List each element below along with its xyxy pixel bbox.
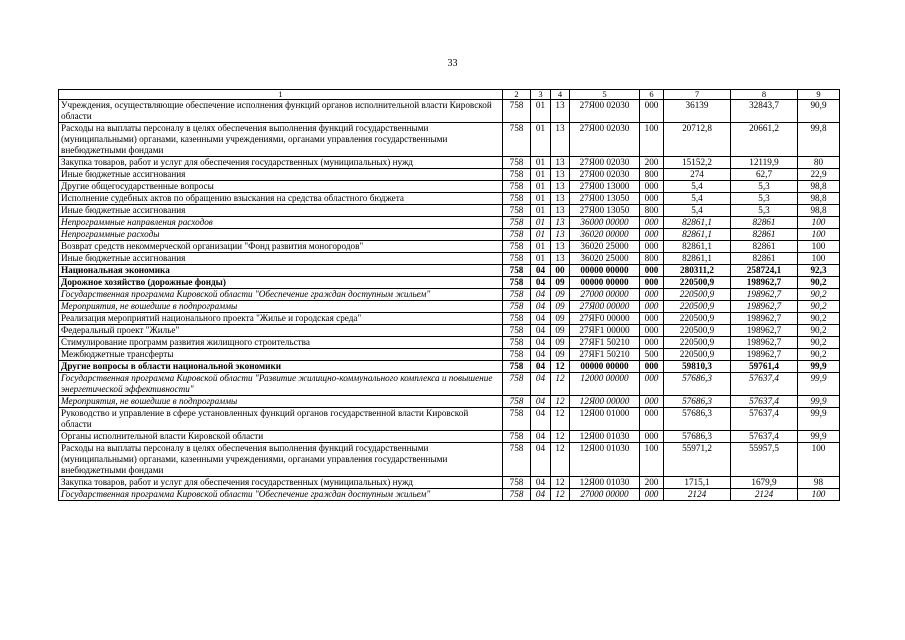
amount-actual: 12119,9 [731, 157, 798, 169]
code-expense-type: 200 [640, 157, 664, 169]
code-expense-type: 000 [640, 301, 664, 313]
code-subsection: 12 [551, 477, 570, 489]
table-row [59, 289, 840, 301]
code-section: 01 [531, 169, 551, 181]
percent-executed: 92,3 [798, 265, 840, 277]
amount-actual: 198962,7 [731, 325, 798, 337]
code-target: 36020 25000 [570, 253, 640, 265]
code-expense-type: 000 [640, 337, 664, 349]
code-admin: 758 [503, 100, 531, 123]
code-section: 01 [531, 100, 551, 123]
amount-planned: 36139 [664, 100, 731, 123]
table-row [59, 349, 840, 361]
code-target: 36020 00000 [570, 229, 640, 241]
code-expense-type: 000 [640, 361, 664, 373]
code-target: 27Я00 02030 [570, 169, 640, 181]
amount-planned: 220500,9 [664, 325, 731, 337]
code-section: 04 [531, 349, 551, 361]
code-subsection: 13 [551, 100, 570, 123]
column-header: 1 [59, 90, 503, 100]
code-subsection: 09 [551, 349, 570, 361]
table-row [59, 431, 840, 443]
row-name: Возврат средств некоммерческой организации "Фонд развития моногородов" [59, 241, 503, 253]
table-row [59, 301, 840, 313]
code-section: 04 [531, 431, 551, 443]
code-section: 04 [531, 313, 551, 325]
code-expense-type: 000 [640, 396, 664, 408]
code-section: 01 [531, 229, 551, 241]
table-row [59, 123, 840, 157]
table-row [59, 205, 840, 217]
code-expense-type: 100 [640, 443, 664, 477]
row-name: Иные бюджетные ассигнования [59, 205, 503, 217]
amount-actual: 20661,2 [731, 123, 798, 157]
code-target: 12Я00 00000 [570, 396, 640, 408]
code-admin: 758 [503, 229, 531, 241]
code-target: 27Я00 13050 [570, 193, 640, 205]
amount-planned: 2124 [664, 489, 731, 501]
column-header: 5 [570, 90, 640, 100]
code-subsection: 09 [551, 325, 570, 337]
amount-planned: 5,4 [664, 193, 731, 205]
code-section: 04 [531, 373, 551, 396]
amount-planned: 82861,1 [664, 217, 731, 229]
table-row [59, 253, 840, 265]
code-target: 27Я00 00000 [570, 301, 640, 313]
code-subsection: 13 [551, 217, 570, 229]
code-target: 00000 00000 [570, 277, 640, 289]
percent-executed: 98,8 [798, 205, 840, 217]
table-row [59, 373, 840, 396]
amount-planned: 20712,8 [664, 123, 731, 157]
table-row [59, 100, 840, 123]
code-expense-type: 000 [640, 313, 664, 325]
code-expense-type: 000 [640, 489, 664, 501]
table-row [59, 443, 840, 477]
percent-executed: 100 [798, 229, 840, 241]
code-target: 27Я00 13050 [570, 205, 640, 217]
code-target: 27Я00 02030 [570, 157, 640, 169]
amount-actual: 57637,4 [731, 431, 798, 443]
row-name: Учреждения, осуществляющие обеспечение исполнения функций органов исполнительной власти Кировской области [59, 100, 503, 123]
row-name: Руководство и управление в сфере установленных функций органов государственной власти Кировской области [59, 408, 503, 431]
table-row [59, 181, 840, 193]
amount-actual: 5,3 [731, 181, 798, 193]
percent-executed: 100 [798, 443, 840, 477]
code-admin: 758 [503, 489, 531, 501]
amount-planned: 82861,1 [664, 253, 731, 265]
table-row [59, 477, 840, 489]
code-admin: 758 [503, 205, 531, 217]
code-subsection: 12 [551, 431, 570, 443]
amount-actual: 55957,5 [731, 443, 798, 477]
table-row [59, 157, 840, 169]
code-expense-type: 000 [640, 217, 664, 229]
percent-executed: 98 [798, 477, 840, 489]
amount-actual: 198962,7 [731, 313, 798, 325]
amount-planned: 59810,3 [664, 361, 731, 373]
amount-actual: 198962,7 [731, 301, 798, 313]
code-target: 00000 00000 [570, 265, 640, 277]
percent-executed: 100 [798, 253, 840, 265]
code-section: 04 [531, 489, 551, 501]
code-admin: 758 [503, 241, 531, 253]
code-target: 27ЯF0 00000 [570, 313, 640, 325]
table-row [59, 241, 840, 253]
code-expense-type: 000 [640, 193, 664, 205]
percent-executed: 98,8 [798, 181, 840, 193]
row-name: Реализация мероприятий национального проекта "Жилье и городская среда" [59, 313, 503, 325]
amount-planned: 82861,1 [664, 229, 731, 241]
code-target: 27Я00 02030 [570, 123, 640, 157]
table-row [59, 265, 840, 277]
code-admin: 758 [503, 193, 531, 205]
percent-executed: 90,2 [798, 337, 840, 349]
code-admin: 758 [503, 325, 531, 337]
code-expense-type: 800 [640, 169, 664, 181]
amount-planned: 55971,2 [664, 443, 731, 477]
table-row [59, 313, 840, 325]
amount-planned: 5,4 [664, 205, 731, 217]
code-subsection: 12 [551, 396, 570, 408]
amount-actual: 32843,7 [731, 100, 798, 123]
code-section: 01 [531, 241, 551, 253]
amount-actual: 62,7 [731, 169, 798, 181]
code-section: 01 [531, 253, 551, 265]
code-section: 04 [531, 361, 551, 373]
row-name: Другие общегосударственные вопросы [59, 181, 503, 193]
amount-actual: 82861 [731, 229, 798, 241]
amount-planned: 274 [664, 169, 731, 181]
code-target: 27ЯF1 50210 [570, 337, 640, 349]
percent-executed: 99,9 [798, 408, 840, 431]
row-name: Государственная программа Кировской области "Обеспечение граждан доступным жильем" [59, 289, 503, 301]
code-section: 04 [531, 396, 551, 408]
code-expense-type: 000 [640, 431, 664, 443]
row-name: Государственная программа Кировской области "Обеспечение граждан доступным жильем" [59, 489, 503, 501]
amount-planned: 57686,3 [664, 396, 731, 408]
code-expense-type: 000 [640, 265, 664, 277]
row-name: Расходы на выплаты персоналу в целях обеспечения выполнения функций государственными (муниципальными) органами, казенными учреждениями, органами управления государственными внебюджетными фондами [59, 123, 503, 157]
table-row [59, 408, 840, 431]
code-target: 27ЯF1 00000 [570, 325, 640, 337]
code-section: 04 [531, 477, 551, 489]
code-expense-type: 000 [640, 241, 664, 253]
code-subsection: 09 [551, 277, 570, 289]
code-section: 04 [531, 277, 551, 289]
percent-executed: 100 [798, 241, 840, 253]
row-name: Закупка товаров, работ и услуг для обеспечения государственных (муниципальных) нужд [59, 477, 503, 489]
row-name: Непрограммные расходы [59, 229, 503, 241]
code-target: 12Я00 01030 [570, 431, 640, 443]
code-target: 00000 00000 [570, 361, 640, 373]
code-admin: 758 [503, 396, 531, 408]
code-subsection: 13 [551, 193, 570, 205]
table-row [59, 169, 840, 181]
code-expense-type: 500 [640, 349, 664, 361]
code-target: 27Я00 13000 [570, 181, 640, 193]
column-header: 7 [664, 90, 731, 100]
row-name: Иные бюджетные ассигнования [59, 253, 503, 265]
percent-executed: 22,9 [798, 169, 840, 181]
amount-planned: 1715,1 [664, 477, 731, 489]
amount-actual: 2124 [731, 489, 798, 501]
code-expense-type: 000 [640, 277, 664, 289]
row-name: Государственная программа Кировской области "Развитие жилищно-коммунального комплекса и повышение энергетической эффективности" [59, 373, 503, 396]
code-subsection: 12 [551, 361, 570, 373]
row-name: Расходы на выплаты персоналу в целях обеспечения выполнения функций государственными (муниципальными) органами, казенными учреждениями, органами управления государственными внебюджетными фондами [59, 443, 503, 477]
code-expense-type: 100 [640, 123, 664, 157]
percent-executed: 90,2 [798, 277, 840, 289]
table-row [59, 361, 840, 373]
code-admin: 758 [503, 217, 531, 229]
code-admin: 758 [503, 123, 531, 157]
table-row [59, 193, 840, 205]
column-header: 4 [551, 90, 570, 100]
code-expense-type: 200 [640, 477, 664, 489]
column-header: 9 [798, 90, 840, 100]
percent-executed: 99,9 [798, 431, 840, 443]
code-subsection: 09 [551, 313, 570, 325]
column-header: 6 [640, 90, 664, 100]
code-admin: 758 [503, 477, 531, 489]
code-expense-type: 800 [640, 253, 664, 265]
row-name: Дорожное хозяйство (дорожные фонды) [59, 277, 503, 289]
percent-executed: 90,2 [798, 349, 840, 361]
code-expense-type: 000 [640, 289, 664, 301]
table-header-row [59, 90, 840, 100]
code-expense-type: 000 [640, 373, 664, 396]
percent-executed: 99,9 [798, 361, 840, 373]
table-row [59, 489, 840, 501]
code-subsection: 13 [551, 253, 570, 265]
amount-planned: 220500,9 [664, 289, 731, 301]
code-section: 04 [531, 301, 551, 313]
code-admin: 758 [503, 277, 531, 289]
column-header: 8 [731, 90, 798, 100]
amount-planned: 82861,1 [664, 241, 731, 253]
amount-actual: 59761,4 [731, 361, 798, 373]
amount-planned: 220500,9 [664, 337, 731, 349]
amount-actual: 198962,7 [731, 337, 798, 349]
column-header: 3 [531, 90, 551, 100]
code-admin: 758 [503, 313, 531, 325]
code-section: 01 [531, 157, 551, 169]
table-row [59, 337, 840, 349]
code-subsection: 13 [551, 157, 570, 169]
percent-executed: 90,2 [798, 313, 840, 325]
code-admin: 758 [503, 349, 531, 361]
code-admin: 758 [503, 337, 531, 349]
code-section: 01 [531, 217, 551, 229]
code-target: 27ЯF1 50210 [570, 349, 640, 361]
code-subsection: 13 [551, 205, 570, 217]
code-section: 04 [531, 265, 551, 277]
amount-actual: 82861 [731, 217, 798, 229]
amount-actual: 5,3 [731, 193, 798, 205]
row-name: Закупка товаров, работ и услуг для обеспечения государственных (муниципальных) нужд [59, 157, 503, 169]
code-subsection: 09 [551, 337, 570, 349]
code-admin: 758 [503, 253, 531, 265]
code-section: 04 [531, 408, 551, 431]
amount-planned: 220500,9 [664, 349, 731, 361]
code-subsection: 13 [551, 169, 570, 181]
percent-executed: 100 [798, 489, 840, 501]
code-target: 12Я00 01030 [570, 477, 640, 489]
code-section: 04 [531, 443, 551, 477]
amount-actual: 1679,9 [731, 477, 798, 489]
code-target: 27000 00000 [570, 489, 640, 501]
code-subsection: 12 [551, 489, 570, 501]
code-target: 36000 00000 [570, 217, 640, 229]
row-name: Федеральный проект "Жилье" [59, 325, 503, 337]
code-subsection: 00 [551, 265, 570, 277]
code-expense-type: 000 [640, 325, 664, 337]
percent-executed: 100 [798, 217, 840, 229]
code-admin: 758 [503, 443, 531, 477]
percent-executed: 90,2 [798, 325, 840, 337]
amount-actual: 57637,4 [731, 408, 798, 431]
code-expense-type: 000 [640, 408, 664, 431]
code-subsection: 13 [551, 229, 570, 241]
code-target: 36020 25000 [570, 241, 640, 253]
row-name: Межбюджетные трансферты [59, 349, 503, 361]
percent-executed: 99,8 [798, 123, 840, 157]
code-admin: 758 [503, 373, 531, 396]
code-expense-type: 800 [640, 205, 664, 217]
code-target: 12Я00 01000 [570, 408, 640, 431]
amount-planned: 57686,3 [664, 431, 731, 443]
amount-planned: 57686,3 [664, 373, 731, 396]
code-subsection: 12 [551, 408, 570, 431]
code-subsection: 13 [551, 241, 570, 253]
code-section: 01 [531, 181, 551, 193]
budget-table [58, 89, 840, 501]
table-row [59, 229, 840, 241]
amount-actual: 258724,1 [731, 265, 798, 277]
code-admin: 758 [503, 169, 531, 181]
row-name: Непрограммные направления расходов [59, 217, 503, 229]
code-section: 01 [531, 123, 551, 157]
amount-actual: 57637,4 [731, 373, 798, 396]
percent-executed: 98,8 [798, 193, 840, 205]
amount-actual: 57637,4 [731, 396, 798, 408]
code-expense-type: 000 [640, 100, 664, 123]
amount-actual: 5,3 [731, 205, 798, 217]
code-expense-type: 000 [640, 229, 664, 241]
amount-planned: 57686,3 [664, 408, 731, 431]
code-admin: 758 [503, 431, 531, 443]
code-admin: 758 [503, 157, 531, 169]
code-subsection: 13 [551, 123, 570, 157]
code-admin: 758 [503, 408, 531, 431]
code-section: 04 [531, 289, 551, 301]
row-name: Национальная экономика [59, 265, 503, 277]
row-name: Иные бюджетные ассигнования [59, 169, 503, 181]
percent-executed: 99,9 [798, 373, 840, 396]
table-row [59, 277, 840, 289]
amount-planned: 220500,9 [664, 301, 731, 313]
row-name: Стимулирование программ развития жилищного строительства [59, 337, 503, 349]
row-name: Мероприятия, не вошедшие в подпрограммы [59, 301, 503, 313]
percent-executed: 80 [798, 157, 840, 169]
amount-planned: 15152,2 [664, 157, 731, 169]
code-subsection: 13 [551, 181, 570, 193]
amount-actual: 198962,7 [731, 289, 798, 301]
code-subsection: 12 [551, 443, 570, 477]
code-target: 12Я00 01030 [570, 443, 640, 477]
code-admin: 758 [503, 301, 531, 313]
table-row [59, 396, 840, 408]
amount-planned: 220500,9 [664, 313, 731, 325]
code-section: 01 [531, 193, 551, 205]
amount-actual: 82861 [731, 241, 798, 253]
amount-actual: 198962,7 [731, 349, 798, 361]
code-target: 27000 00000 [570, 289, 640, 301]
amount-planned: 5,4 [664, 181, 731, 193]
amount-planned: 220500,9 [664, 277, 731, 289]
code-section: 04 [531, 325, 551, 337]
code-target: 27Я00 02030 [570, 100, 640, 123]
code-subsection: 09 [551, 289, 570, 301]
code-admin: 758 [503, 265, 531, 277]
row-name: Другие вопросы в области национальной экономики [59, 361, 503, 373]
code-subsection: 12 [551, 373, 570, 396]
amount-actual: 82861 [731, 253, 798, 265]
percent-executed: 90,2 [798, 289, 840, 301]
row-name: Мероприятия, не вошедшие в подпрограммы [59, 396, 503, 408]
code-target: 12000 00000 [570, 373, 640, 396]
code-admin: 758 [503, 181, 531, 193]
code-expense-type: 000 [640, 181, 664, 193]
percent-executed: 99,9 [798, 396, 840, 408]
row-name: Органы исполнительной власти Кировской области [59, 431, 503, 443]
table-row [59, 217, 840, 229]
row-name: Исполнение судебных актов по обращению взыскания на средства областного бюджета [59, 193, 503, 205]
code-admin: 758 [503, 361, 531, 373]
column-header: 2 [503, 90, 531, 100]
page-number: 33 [447, 58, 458, 69]
code-admin: 758 [503, 289, 531, 301]
percent-executed: 90,2 [798, 301, 840, 313]
percent-executed: 90,9 [798, 100, 840, 123]
amount-actual: 198962,7 [731, 277, 798, 289]
code-section: 01 [531, 205, 551, 217]
amount-planned: 280311,2 [664, 265, 731, 277]
table-row [59, 325, 840, 337]
code-section: 04 [531, 337, 551, 349]
code-subsection: 09 [551, 301, 570, 313]
